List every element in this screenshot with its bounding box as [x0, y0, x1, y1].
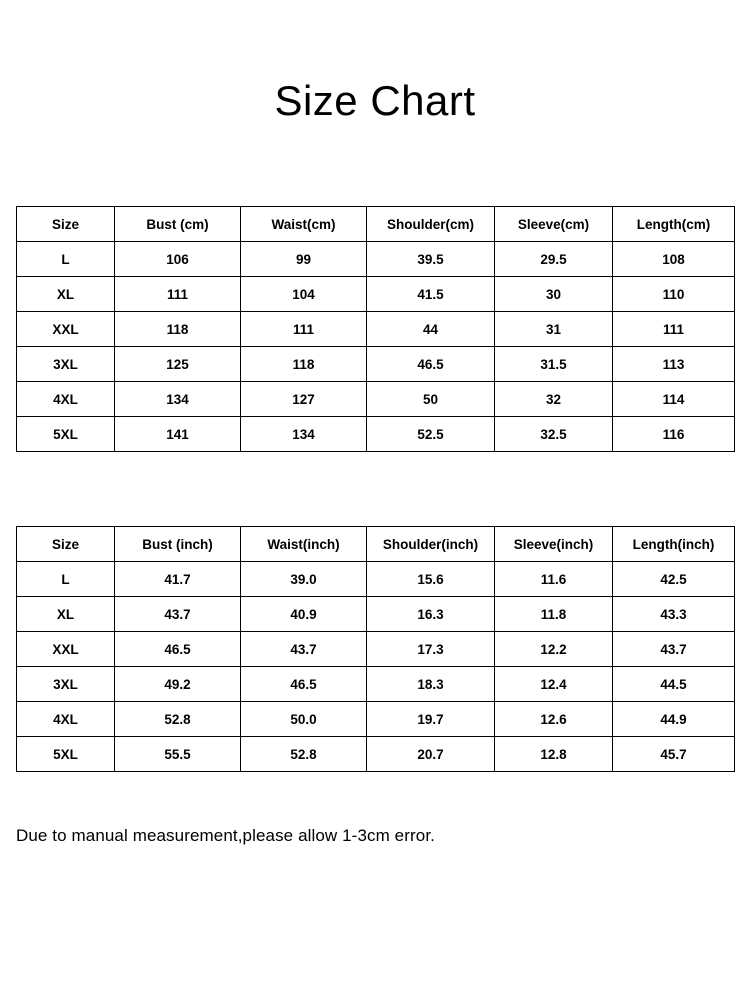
cell-sleeve: 12.2 [495, 632, 613, 667]
cell-shoulder: 44 [367, 312, 495, 347]
cell-waist: 39.0 [241, 562, 367, 597]
cell-size: 3XL [17, 347, 115, 382]
cell-sleeve: 31.5 [495, 347, 613, 382]
table-header-row [17, 207, 735, 242]
table-row [17, 597, 735, 632]
measurements-table-inch [16, 526, 735, 772]
cell-shoulder: 19.7 [367, 702, 495, 737]
column-header-waist: Waist(inch) [241, 527, 367, 562]
cell-length: 45.7 [613, 737, 735, 772]
cell-size: XXL [17, 312, 115, 347]
table-row [17, 382, 735, 417]
cell-waist: 134 [241, 417, 367, 452]
column-header-shoulder: Shoulder(inch) [367, 527, 495, 562]
cell-length: 116 [613, 417, 735, 452]
cell-sleeve: 32 [495, 382, 613, 417]
cell-size: XXL [17, 632, 115, 667]
cell-sleeve: 12.6 [495, 702, 613, 737]
cell-sleeve: 12.8 [495, 737, 613, 772]
cell-length: 113 [613, 347, 735, 382]
cell-waist: 111 [241, 312, 367, 347]
cell-shoulder: 41.5 [367, 277, 495, 312]
column-header-bust: Bust (inch) [115, 527, 241, 562]
cell-size: 4XL [17, 702, 115, 737]
cell-shoulder: 17.3 [367, 632, 495, 667]
cell-waist: 118 [241, 347, 367, 382]
cell-size: L [17, 242, 115, 277]
cell-shoulder: 18.3 [367, 667, 495, 702]
table-row [17, 562, 735, 597]
column-header-shoulder: Shoulder(cm) [367, 207, 495, 242]
column-header-length: Length(cm) [613, 207, 735, 242]
cell-waist: 104 [241, 277, 367, 312]
cell-bust: 134 [115, 382, 241, 417]
table-row [17, 347, 735, 382]
cell-shoulder: 39.5 [367, 242, 495, 277]
size-table-cm [16, 206, 734, 452]
cell-bust: 141 [115, 417, 241, 452]
cell-length: 43.3 [613, 597, 735, 632]
column-header-length: Length(inch) [613, 527, 735, 562]
column-header-waist: Waist(cm) [241, 207, 367, 242]
column-header-sleeve: Sleeve(inch) [495, 527, 613, 562]
cell-waist: 127 [241, 382, 367, 417]
column-header-size: Size [17, 207, 115, 242]
cell-shoulder: 52.5 [367, 417, 495, 452]
cell-waist: 43.7 [241, 632, 367, 667]
size-table-inch [16, 526, 734, 772]
cell-length: 114 [613, 382, 735, 417]
cell-sleeve: 11.8 [495, 597, 613, 632]
measurement-note: Due to manual measurement,please allow 1-3cm error. [16, 826, 435, 845]
cell-bust: 49.2 [115, 667, 241, 702]
cell-size: XL [17, 597, 115, 632]
cell-length: 43.7 [613, 632, 735, 667]
cell-waist: 99 [241, 242, 367, 277]
cell-size: 3XL [17, 667, 115, 702]
cell-sleeve: 12.4 [495, 667, 613, 702]
cell-shoulder: 46.5 [367, 347, 495, 382]
column-header-sleeve: Sleeve(cm) [495, 207, 613, 242]
cell-size: L [17, 562, 115, 597]
cell-size: 4XL [17, 382, 115, 417]
table-row [17, 632, 735, 667]
cell-shoulder: 16.3 [367, 597, 495, 632]
cell-shoulder: 20.7 [367, 737, 495, 772]
cell-bust: 55.5 [115, 737, 241, 772]
cell-length: 42.5 [613, 562, 735, 597]
cell-bust: 125 [115, 347, 241, 382]
cell-bust: 41.7 [115, 562, 241, 597]
cell-size: XL [17, 277, 115, 312]
cell-bust: 43.7 [115, 597, 241, 632]
cell-sleeve: 29.5 [495, 242, 613, 277]
table-row [17, 277, 735, 312]
cell-bust: 106 [115, 242, 241, 277]
cell-length: 44.9 [613, 702, 735, 737]
measurements-table-cm [16, 206, 735, 452]
cell-waist: 52.8 [241, 737, 367, 772]
cell-waist: 50.0 [241, 702, 367, 737]
cell-length: 110 [613, 277, 735, 312]
cell-waist: 46.5 [241, 667, 367, 702]
table-row [17, 702, 735, 737]
cell-bust: 118 [115, 312, 241, 347]
cell-sleeve: 31 [495, 312, 613, 347]
cell-length: 108 [613, 242, 735, 277]
table-row [17, 667, 735, 702]
table-header-row [17, 527, 735, 562]
cell-sleeve: 11.6 [495, 562, 613, 597]
cell-length: 44.5 [613, 667, 735, 702]
cell-size: 5XL [17, 737, 115, 772]
cell-bust: 52.8 [115, 702, 241, 737]
cell-sleeve: 30 [495, 277, 613, 312]
cell-waist: 40.9 [241, 597, 367, 632]
cell-bust: 46.5 [115, 632, 241, 667]
column-header-bust: Bust (cm) [115, 207, 241, 242]
cell-shoulder: 50 [367, 382, 495, 417]
cell-sleeve: 32.5 [495, 417, 613, 452]
cell-length: 111 [613, 312, 735, 347]
cell-bust: 111 [115, 277, 241, 312]
page-title: Size Chart [274, 77, 476, 124]
cell-shoulder: 15.6 [367, 562, 495, 597]
table-row [17, 312, 735, 347]
table-row [17, 417, 735, 452]
column-header-size: Size [17, 527, 115, 562]
cell-size: 5XL [17, 417, 115, 452]
table-row [17, 242, 735, 277]
table-row [17, 737, 735, 772]
